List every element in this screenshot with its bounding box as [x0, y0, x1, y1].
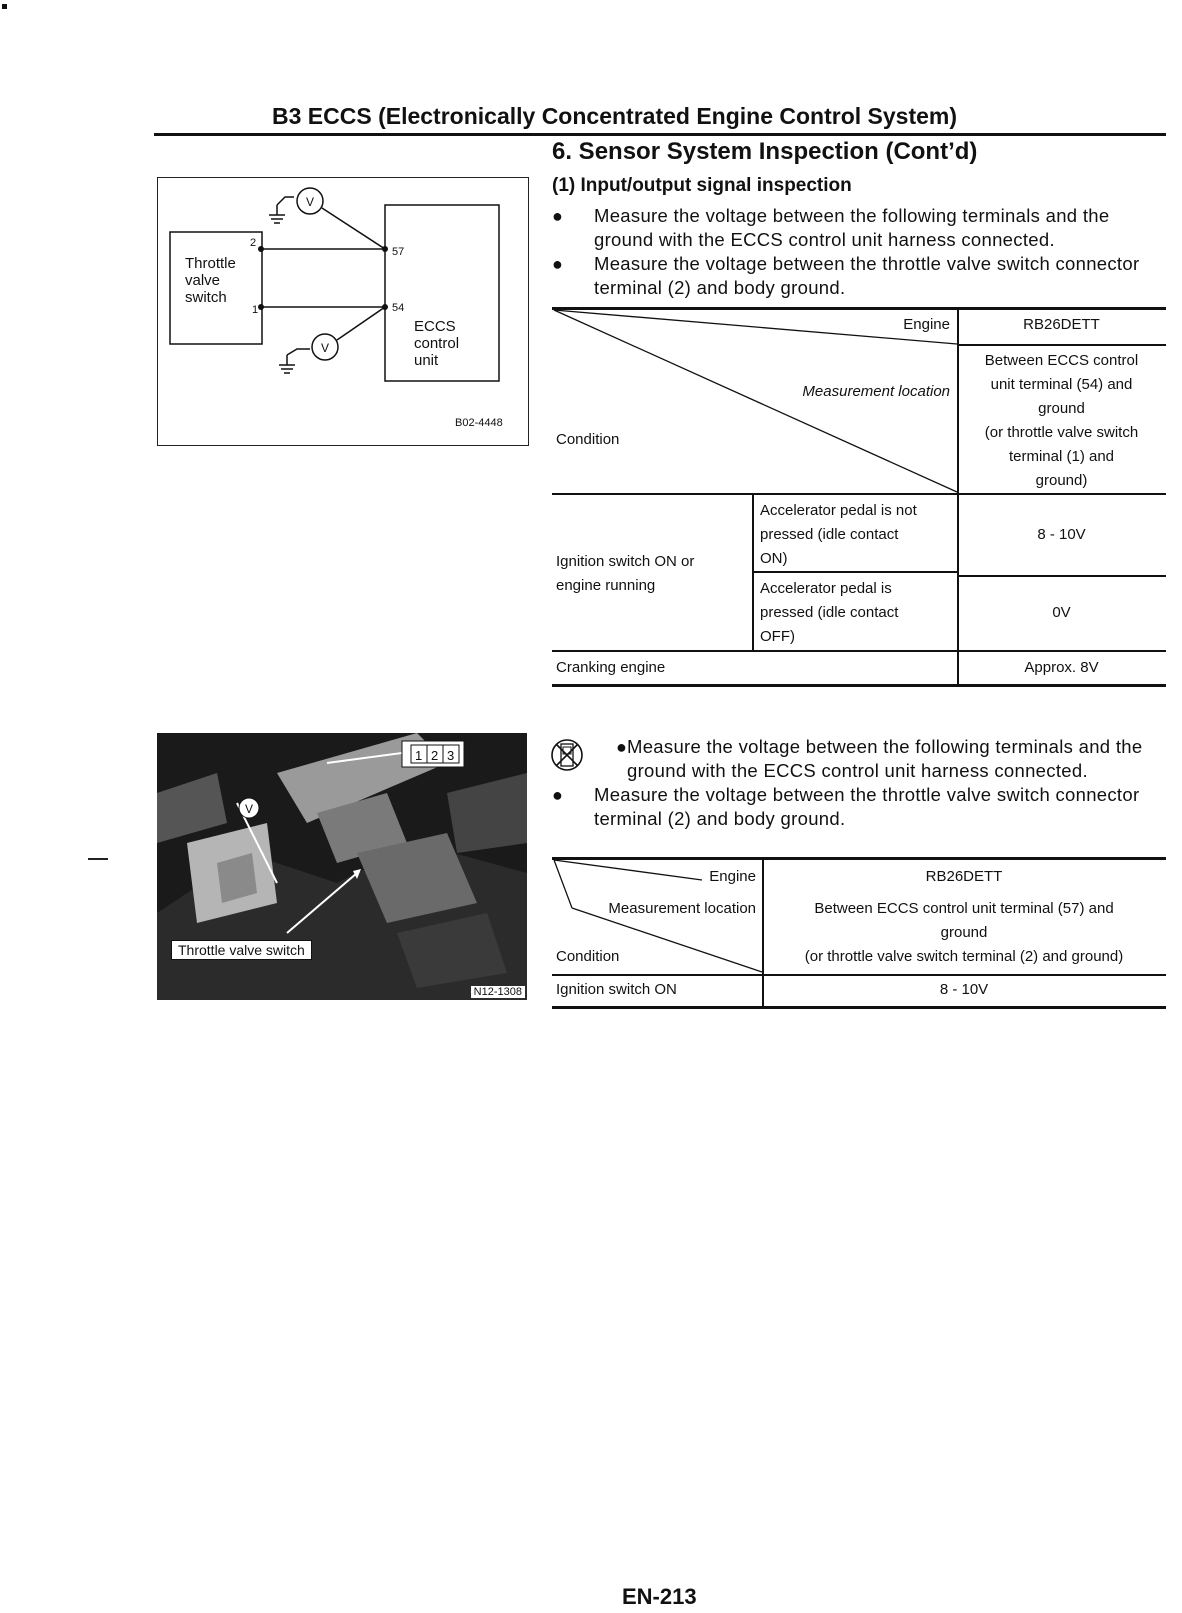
section-title: 6. Sensor System Inspection (Cont’d): [552, 138, 978, 165]
page-number: EN-213: [622, 1584, 697, 1609]
bullet-text: Measure the voltage between the following terminals and the ground with the ECCS control unit harness connected.: [627, 736, 1143, 781]
bullet-icon: ●: [616, 737, 628, 757]
switch-label-line: Throttle: [185, 255, 236, 272]
bullet-icon: ●: [552, 206, 564, 226]
figure-code: N12-1308: [471, 986, 525, 998]
row-condition-line: pressed (idle contact: [760, 604, 899, 621]
figure-code: B02-4448: [455, 417, 503, 429]
row-condition-line: pressed (idle contact: [760, 526, 899, 543]
engine-value: RB26DETT: [1023, 316, 1100, 333]
last-row-condition: Cranking engine: [556, 659, 666, 676]
terminal-label: 57: [392, 246, 405, 258]
row-condition-line: Accelerator pedal is: [760, 580, 892, 597]
voltmeter-symbol: V: [245, 802, 254, 816]
voltmeter-symbol: V: [306, 195, 315, 209]
row-condition: Ignition switch ON: [556, 981, 677, 998]
last-row-value: Approx. 8V: [1024, 659, 1099, 676]
bullet-icon: ●: [552, 254, 564, 274]
switch-label-line: switch: [185, 289, 227, 306]
connector-terminal: 1: [415, 748, 423, 763]
location-line: (or throttle valve switch terminal (2) and ground): [804, 948, 1124, 965]
row-value: 8 - 10V: [1037, 526, 1086, 543]
group-condition-line: Ignition switch ON or: [556, 553, 695, 570]
unit-label-line: control: [414, 335, 460, 352]
connector-terminal: 3: [447, 748, 455, 763]
connector-terminal: 2: [431, 748, 439, 763]
location-line: ground: [940, 924, 988, 941]
bullet-text: Measure the voltage between the throttle valve switch connector terminal (2) and body ground.: [594, 784, 1140, 829]
bullet-text: Measure the voltage between the throttle valve switch connector terminal (2) and body ground.: [594, 253, 1140, 298]
subsection-title: (1) Input/output signal inspection: [552, 175, 852, 196]
header-condition: Condition: [556, 431, 620, 448]
engine-value: RB26DETT: [925, 868, 1003, 885]
location-line: ground): [1035, 472, 1088, 489]
row-value: 0V: [1052, 604, 1071, 621]
bullet-icon: ●: [552, 785, 564, 805]
page-header-title: B3 ECCS (Electronically Concentrated Engine Control System): [272, 103, 958, 129]
header-measurement-location: Measurement location: [802, 383, 950, 400]
location-line: terminal (1) and: [1008, 448, 1115, 465]
location-line: unit terminal (54) and: [990, 376, 1133, 393]
unit-label-line: ECCS: [414, 318, 456, 335]
voltmeter-symbol: V: [321, 341, 330, 355]
terminal-label: 1: [252, 304, 259, 316]
terminal-label: 2: [250, 237, 257, 249]
unit-label-line: unit: [414, 352, 439, 369]
row-condition-line: OFF): [760, 628, 795, 645]
row-condition-line: Accelerator pedal is not: [760, 502, 917, 519]
row-condition-line: ON): [760, 550, 788, 567]
row-value: 8 - 10V: [939, 981, 989, 998]
terminal-label: 54: [392, 302, 405, 314]
header-engine: Engine: [903, 316, 950, 333]
location-line: Between ECCS control: [984, 352, 1139, 369]
photo-label: Throttle valve switch: [171, 940, 312, 960]
header-engine: Engine: [709, 868, 756, 885]
header-condition: Condition: [556, 948, 620, 965]
location-line: ground: [1038, 400, 1085, 417]
switch-label-line: valve: [185, 272, 221, 289]
location-line: Between ECCS control unit terminal (57) and: [814, 900, 1114, 917]
header-measurement-location: Measurement location: [608, 900, 756, 917]
location-line: (or throttle valve switch: [984, 424, 1139, 441]
group-condition-line: engine running: [556, 577, 656, 594]
bullet-text: Measure the voltage between the following terminals and the ground with the ECCS control unit harness connected.: [594, 205, 1110, 250]
